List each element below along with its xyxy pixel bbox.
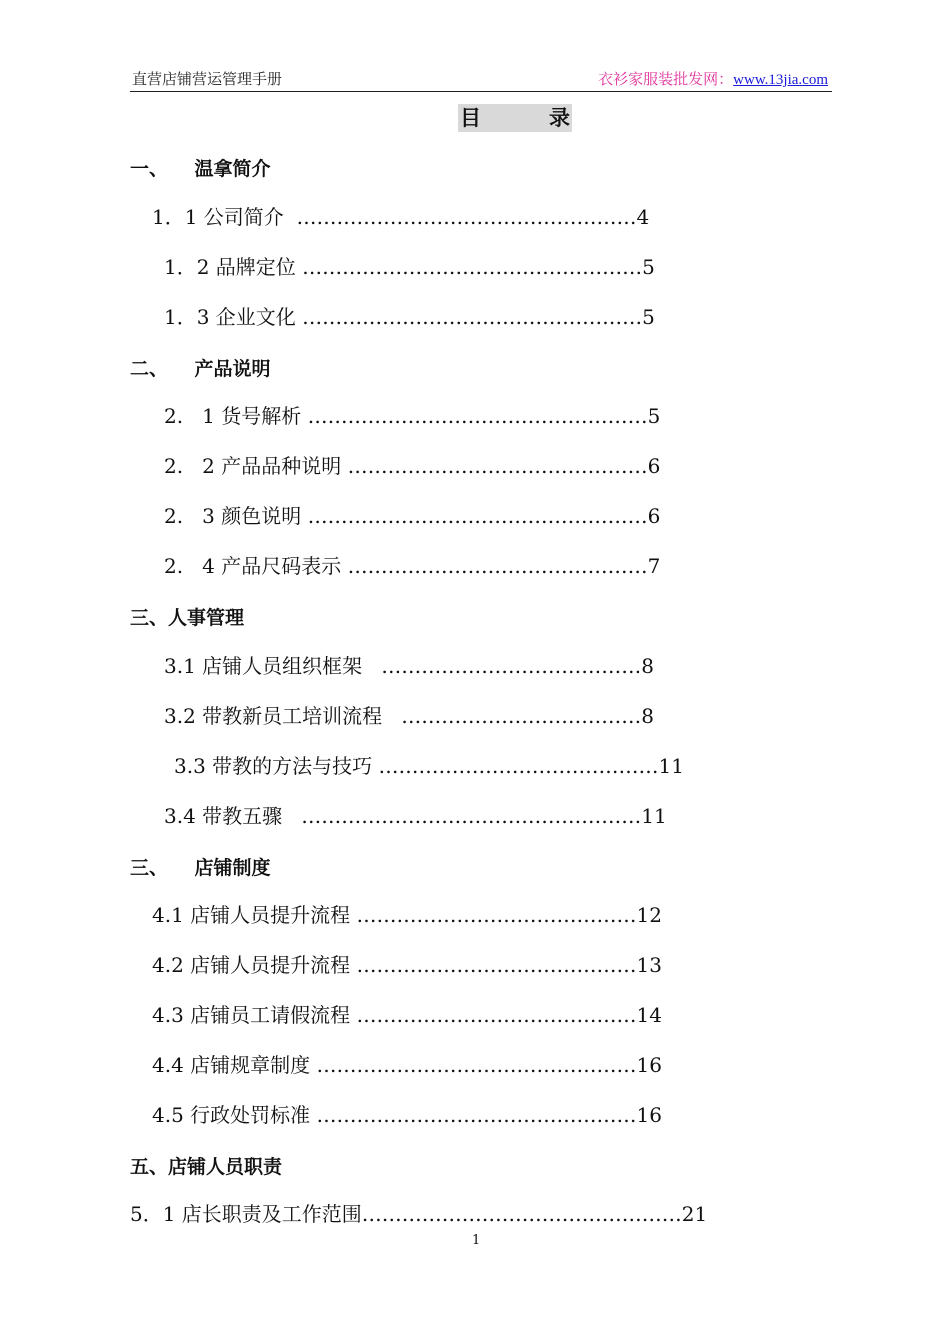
toc-entry-3-1[interactable]: 3.1 店铺人员组织框架 …………………………………8: [164, 654, 654, 678]
toc-entry-1-3[interactable]: 1．3 企业文化 ……………………………………………5: [164, 305, 655, 329]
toc-entry-4-2[interactable]: 4.2 店铺人员提升流程 ……………………………………13: [152, 953, 662, 977]
header-website: [598, 68, 828, 89]
toc-entry-4-4[interactable]: 4.4 店铺规章制度 …………………………………………16: [152, 1053, 662, 1077]
toc-section-2: 二、 产品说明: [130, 358, 271, 380]
toc-entry-1-2[interactable]: 1．2 品牌定位 ……………………………………………5: [164, 255, 655, 279]
toc-entry-2-4[interactable]: 2. 4 产品尺码表示 ………………………………………7: [164, 554, 661, 578]
toc-entry-1-1[interactable]: 1．1 公司简介 ……………………………………………4: [152, 205, 650, 229]
toc-section-3: 三、人事管理: [130, 607, 245, 629]
toc-entry-2-2[interactable]: 2. 2 产品品种说明 ………………………………………6: [164, 454, 661, 478]
toc-entry-4-5[interactable]: 4.5 行政处罚标准 …………………………………………16: [152, 1103, 662, 1127]
toc-entry-2-3[interactable]: 2. 3 颜色说明 ……………………………………………6: [164, 504, 661, 528]
toc-entry-3-2[interactable]: 3.2 带教新员工培训流程 ………………………………8: [164, 704, 654, 728]
header-url-link[interactable]: www.13jia.com: [733, 72, 828, 88]
header-title: 直营店铺营运管理手册: [132, 70, 283, 88]
toc-section-5: 五、店铺人员职责: [130, 1156, 283, 1178]
toc-entry-4-1[interactable]: 4.1 店铺人员提升流程 ……………………………………12: [152, 903, 662, 927]
toc-entry-3-4[interactable]: 3.4 带教五骤 ……………………………………………11: [164, 804, 667, 828]
toc-entry-2-1[interactable]: 2. 1 货号解析 ……………………………………………5: [164, 404, 661, 428]
page-number: 1: [472, 1233, 481, 1248]
header-site-label: 衣衫家服装批发网：: [598, 70, 734, 88]
toc-entry-4-3[interactable]: 4.3 店铺员工请假流程 ……………………………………14: [152, 1003, 662, 1027]
header-divider: [130, 91, 832, 92]
toc-section-4: 三、 店铺制度: [130, 857, 271, 879]
toc-entry-3-3[interactable]: 3.3 带教的方法与技巧 ……………………………………11: [174, 754, 684, 778]
toc-entry-5-1[interactable]: 5．1 店长职责及工作范围…………………………………………21: [130, 1202, 708, 1226]
toc-title-char-1: 目: [460, 106, 481, 130]
toc-title: [458, 104, 572, 132]
toc-section-1: 一、 温拿简介: [130, 158, 271, 180]
toc-title-char-2: 录: [549, 106, 570, 130]
